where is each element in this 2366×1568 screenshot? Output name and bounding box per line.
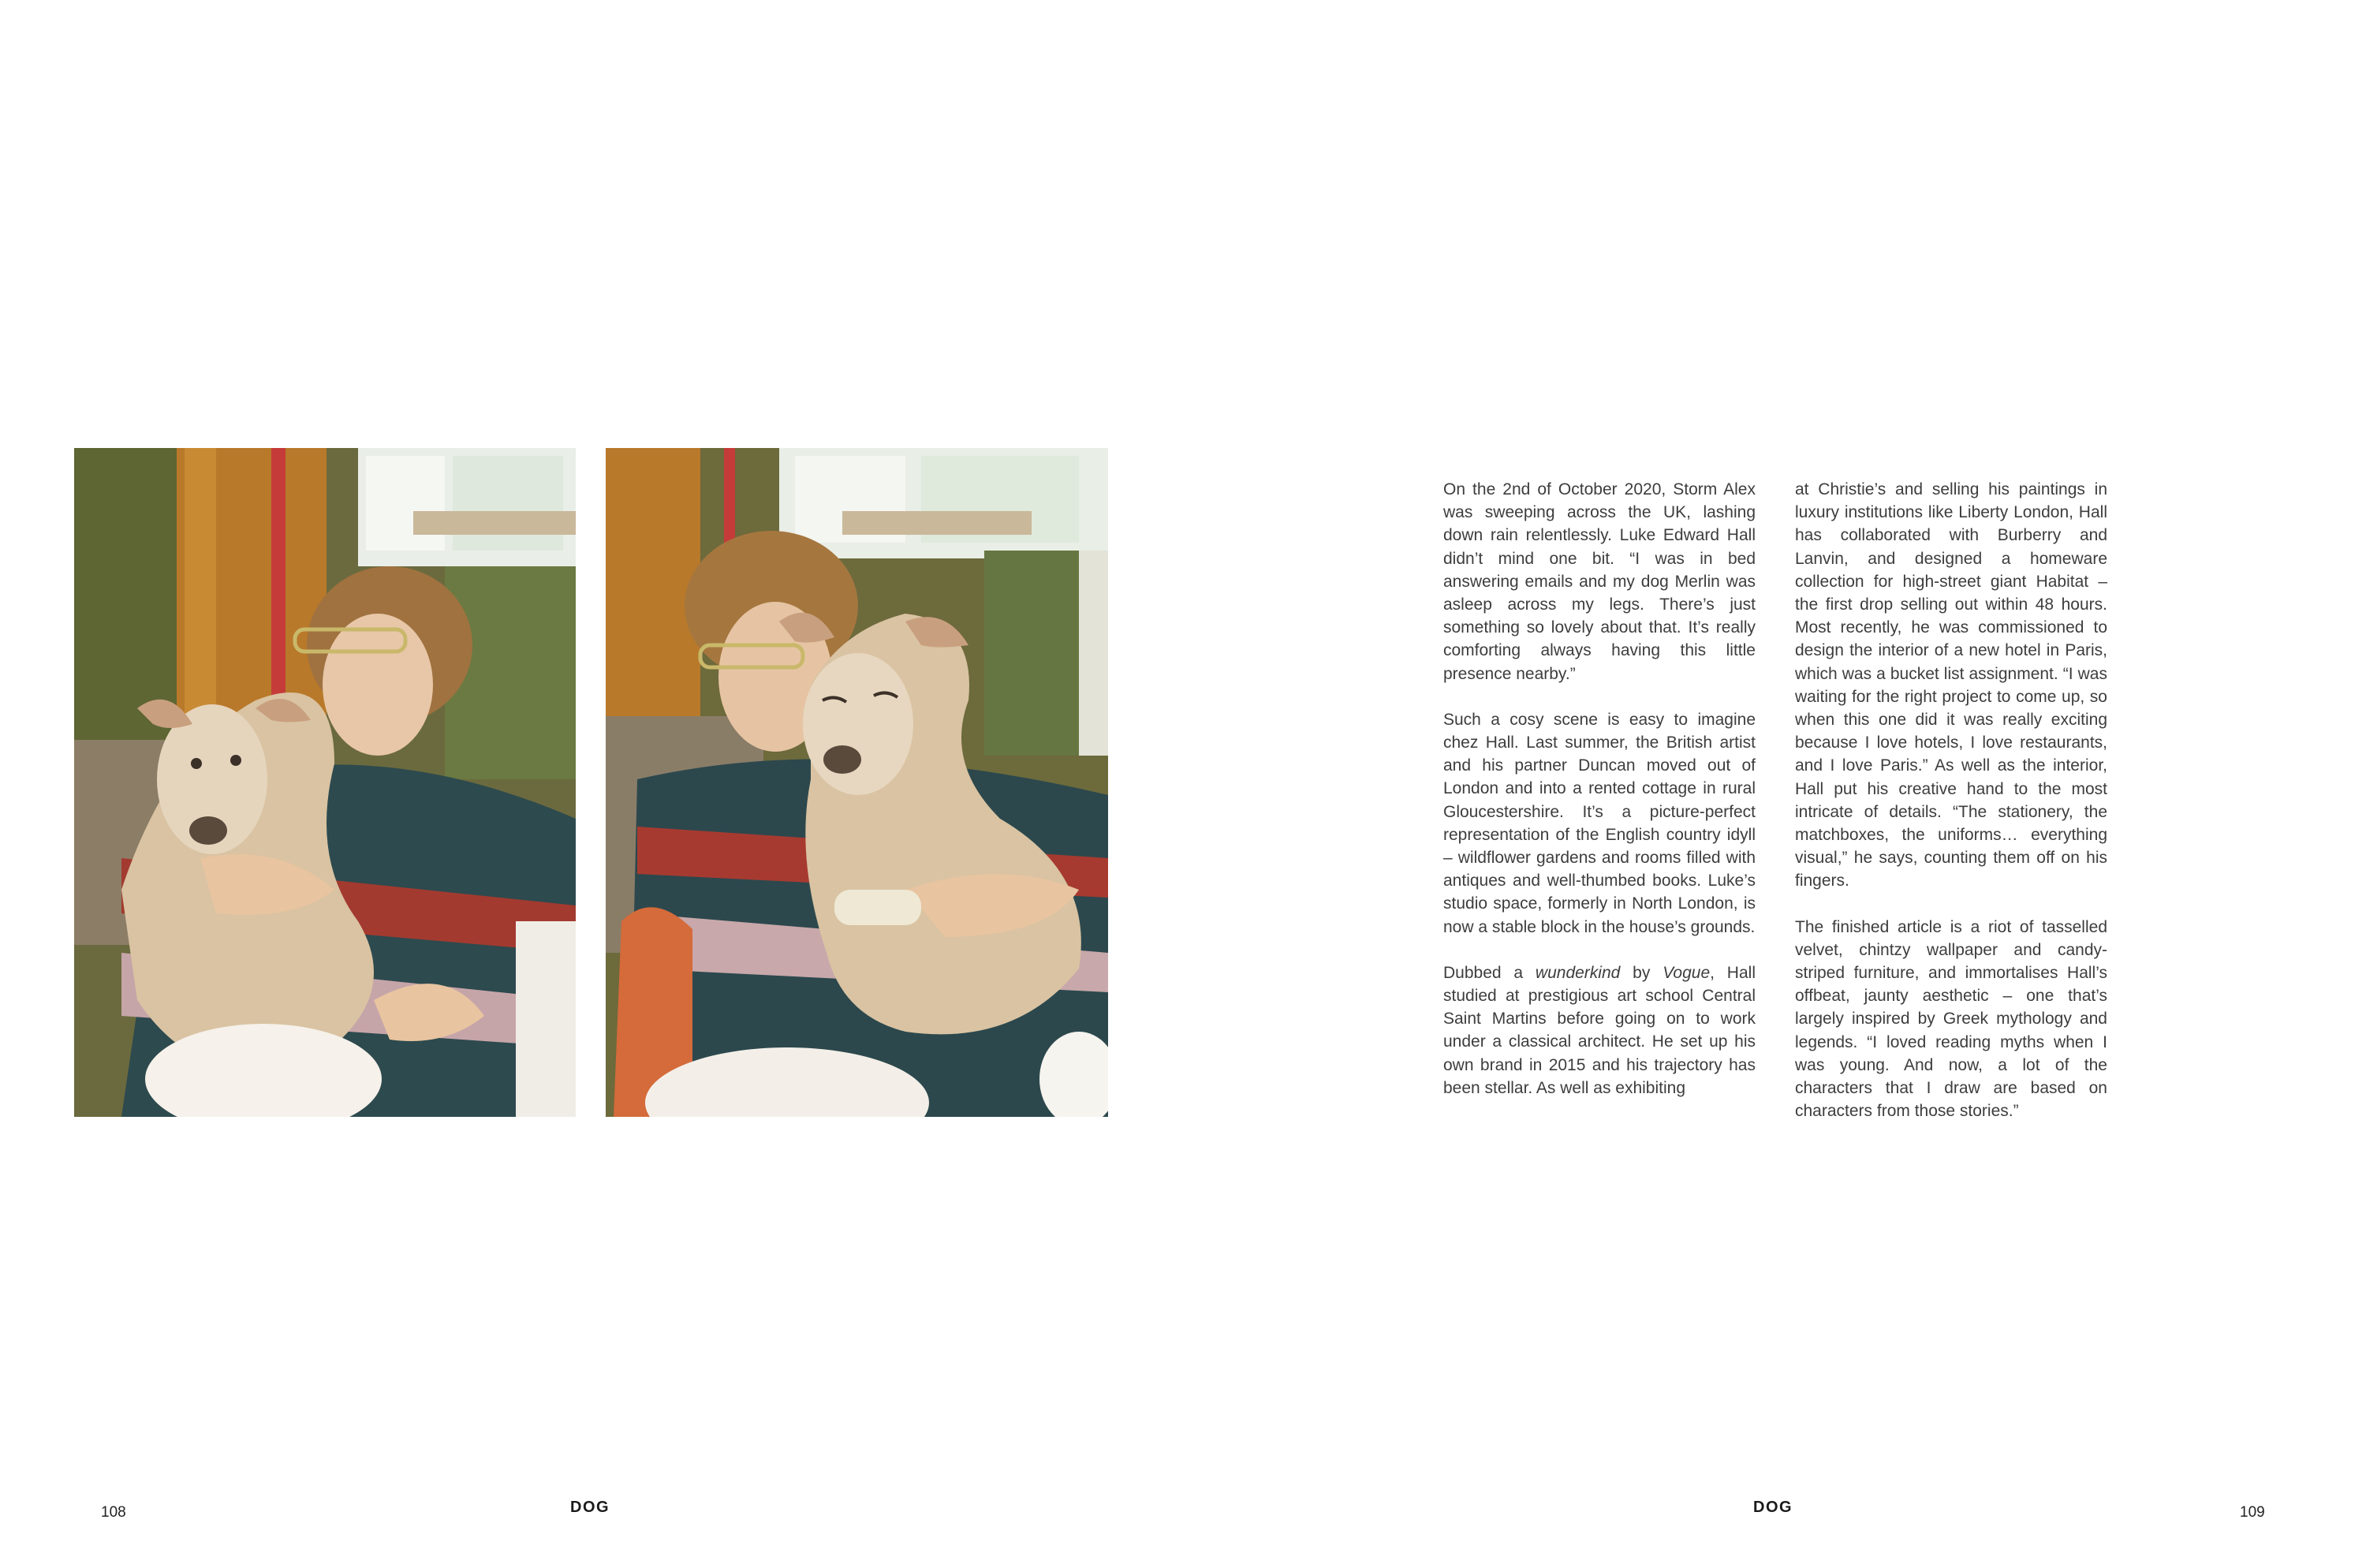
italic-term-wunderkind: wunderkind: [1535, 963, 1621, 982]
article-column-1: [1443, 478, 1756, 1122]
article-paragraph: [1443, 961, 1756, 1099]
article-paragraph: On the 2nd of October 2020, Storm Alex was sweeping across the UK, lashing down rain relentlessly. Luke Edward Hall didn’t mind one bit. “I was in bed answering emails and my dog Merlin was asleep across my legs. There’s just something so lovely about that. It’s really comforting always having this little presence nearby.”: [1443, 480, 1756, 683]
photo-right-image: [606, 448, 1108, 1117]
page-number-left: 108: [101, 1504, 126, 1521]
section-label-left: DOG: [570, 1499, 610, 1516]
article-paragraph: The finished article is a riot of tasselled velvet, chintzy wallpaper and candy-striped furniture, and immortalises Hall’s offbeat, jaunty aesthetic – one that’s largely inspired by Greek mythology and legends. “I loved reading myths when I was young. And now, a lot of the characters that I draw are based on characters from those stories.”: [1795, 917, 2107, 1121]
article-column-2: [1795, 478, 2107, 1145]
italic-term-vogue: Vogue: [1663, 963, 1711, 982]
page-number-right: 109: [2240, 1504, 2265, 1521]
photo-left-image: [74, 448, 576, 1117]
text-run: , Hall studied at prestigious art school Central Saint Martins before going on to work under a classical architect. He set up his own brand in 2015 and his trajectory has been stellar. As well as exhibiting: [1443, 963, 1756, 1097]
text-run: Dubbed a: [1443, 963, 1536, 982]
text-run: by: [1620, 963, 1663, 982]
photo-man-with-dog-right: [606, 448, 1108, 1117]
article-paragraph: Such a cosy scene is easy to imagine chez Hall. Last summer, the British artist and his partner Duncan moved out of London and into a rented cottage in rural Gloucestershire. It’s a picture-perfect representation of the English country idyll – wildflower gardens and rooms filled with antiques and well-thumbed books. Luke’s studio space, formerly in North London, is now a stable block in the house’s grounds.: [1443, 710, 1756, 936]
photo-man-with-dog-left: [74, 448, 576, 1117]
article-paragraph: at Christie’s and selling his paintings in luxury institutions like Liberty London, Hall has collaborated with Burberry and Lanvin, and designed a homeware collection for high-street giant Habitat – the first drop selling out within 48 hours. Most recently, he was commissioned to design the interior of a new hotel in Paris, which was a bucket list assignment. “I was waiting for the right project to come up, so when this one did it was really exciting because I love hotels, I love restaurants, and I love Paris.” As well as the interior, Hall put his creative hand to the most intricate of details. “The stationery, the matchboxes, the uniforms… everything visual,” he says, counting them off on his fingers.: [1795, 480, 2107, 890]
section-label-right: DOG: [1753, 1499, 1793, 1516]
